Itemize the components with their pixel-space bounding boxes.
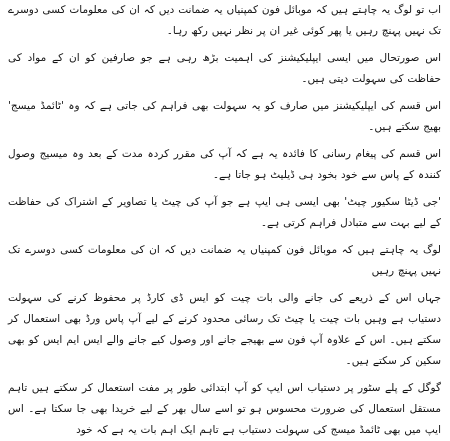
paragraph-2: اس صورتحال میں ایسی ایپلیکیشنز کی اہمیت بڑھ رہی ہے جو صارفین کو ان کے مواد کی حفاظت کی سہولت دیتی ہیں۔ — [8, 52, 441, 85]
paragraph-6: لوگ یہ چاہتے ہیں کہ موبائل فون کمپنیاں یہ ضمانت دیں کہ ان کی معلومات کسی دوسرے تک نہیں پہنچ رہیں — [8, 244, 441, 277]
paragraph-3: اس قسم کی ایپلیکیشنز میں صارف کو یہ سہولت بھی فراہم کی جاتی ہے کہ وہ 'ٹائمڈ میسج' بھیج سکتے ہیں۔ — [8, 100, 441, 133]
paragraph-4: اس قسم کی پیغام رسانی کا فائدہ یہ ہے کہ آپ کی مقرر کردہ مدت کے بعد وہ میسیج وصول کنندہ کے پاس سے خود بخود ہی ڈیلیٹ ہو جاتا ہے۔ — [8, 148, 441, 181]
paragraph-7: جہاں اس کے ذریعے کی جانے والی بات چیت کو ایس ڈی کارڈ پر محفوظ کرنے کی سہولت دستیاب ہے وہیں بات چیت یا چیٹ تک رسائی محدود کرنے کے لیے آپ پاس ورڈ بھی استعمال کر سکتے ہیں۔ اس کے علاوہ آپ فون سے بھیجے جانے اور وصول کیے جانے والے ایس ایم ایس کو بھی سکین کر سکتے ہیں۔ — [8, 292, 441, 367]
paragraph-5: 'جی ڈیٹا سکیور چیٹ' بھی ایسی ہی ایپ ہے جو آپ کی چیٹ یا تصاویر کے اشتراک کی حفاظت کے لیے بہت سے متبادل فراہم کرتی ہے۔ — [8, 196, 441, 229]
paragraph-1: اب تو لوگ یہ چاہتے ہیں کہ موبائل فون کمپنیاں یہ ضمانت دیں کہ ان کی معلومات کسی دوسرے تک نہیں پہنچ رہیں یا پھر کوئی غیر ان پر نظر نہیں رکھ رہا۔ — [8, 4, 441, 37]
article-body — [8, 0, 441, 438]
paragraph-8: گوگل کے پلے سٹور پر دستیاب اس ایپ کو آپ ابتدائی طور پر مفت استعمال کر سکتے ہیں تاہم مستقل استعمال کی ضرورت محسوس ہو تو اسے سال بھر کے لیے خریدا بھی جا سکتا ہے۔ اس ایپ میں بھی ٹائمڈ میسج کی سہولت دستیاب ہے تاہم ایک اہم بات یہ ہے کہ خود — [8, 382, 441, 436]
